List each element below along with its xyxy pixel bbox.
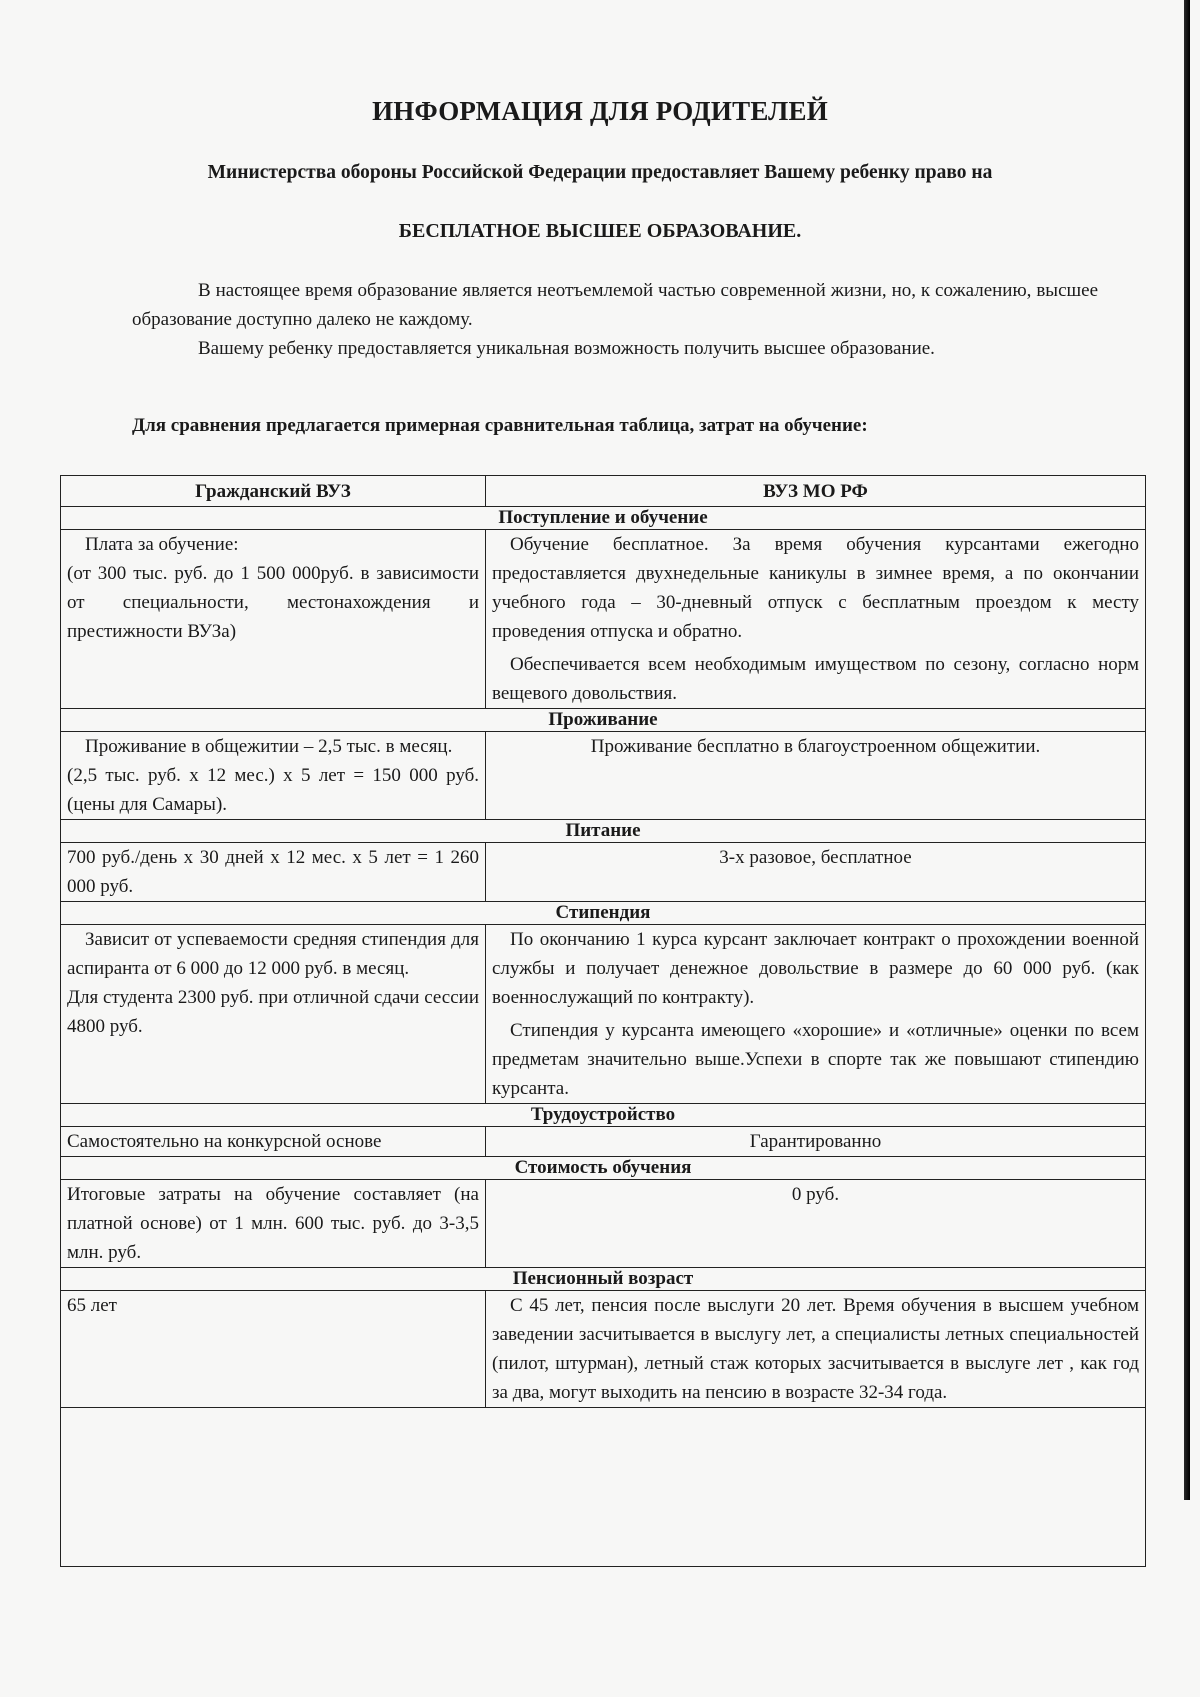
cell-military-housing <box>486 732 1146 820</box>
cell-text: Для студента 2300 руб. при отличной сдачи сессии 4800 руб. <box>67 987 479 1037</box>
section-title-food: Питание <box>61 820 1146 843</box>
cell-civil-stipend <box>61 925 486 1104</box>
cell-military-food <box>486 843 1146 902</box>
intro-paragraph: Вашему ребенку предоставляется уникальная возможность получить высшее образование. <box>198 338 935 359</box>
cell-text: Обучение бесплатное. За время обучения курсантами ежегодно предоставляется двухнедельные каникулы в зимнее время, а по окончании учебного года – 30-дневный отпуск с бесплатным проездом к месту проведения отпуска и обратно. <box>492 534 1139 642</box>
table-row <box>61 843 1146 902</box>
empty-cell <box>61 1408 1146 1567</box>
cell-civil-employment <box>61 1127 486 1157</box>
cell-text: Проживание в общежитии – 2,5 тыс. в месяц. <box>85 736 453 757</box>
cell-military-pension <box>486 1291 1146 1408</box>
comparison-table <box>60 475 1146 1567</box>
table-row <box>61 732 1146 820</box>
section-row <box>61 709 1146 732</box>
cell-text: С 45 лет, пенсия после выслуги 20 лет. Время обучения в высшем учебном заведении засчитывается в выслугу лет, а специалисты летных специальностей (пилот, штурман), летный стаж которых засчитывается в выслуге лет , как год за два, могут выходить на пенсию в возрасте 32-34 года. <box>492 1295 1139 1403</box>
section-title-stipend: Стипендия <box>61 902 1146 925</box>
cell-text: (2,5 тыс. руб. х 12 мес.) х 5 лет = 150 000 руб. (цены для Самары). <box>67 765 479 815</box>
cell-text: Гарантированно <box>749 1131 882 1152</box>
cell-text: Проживание бесплатно в благоустроенном общежитии. <box>590 736 1041 757</box>
table-row <box>61 1291 1146 1408</box>
section-title-housing: Проживание <box>61 709 1146 732</box>
intro-text <box>132 276 1098 363</box>
empty-row <box>61 1408 1146 1567</box>
table-row <box>61 1180 1146 1268</box>
table-header-row <box>61 476 1146 507</box>
section-row <box>61 820 1146 843</box>
section-row <box>61 902 1146 925</box>
cell-military-cost <box>486 1180 1146 1268</box>
cell-military-admission <box>486 530 1146 709</box>
cell-civil-admission <box>61 530 486 709</box>
section-title-cost: Стоимость обучения <box>61 1157 1146 1180</box>
cell-text: Обеспечивается всем необходимым имуществом по сезону, согласно норм вещевого довольствия. <box>492 654 1139 704</box>
section-row <box>61 1268 1146 1291</box>
cell-civil-pension <box>61 1291 486 1408</box>
section-row <box>61 1104 1146 1127</box>
header-military-university: ВУЗ МО РФ <box>486 476 1146 507</box>
cell-text: Плата за обучение: <box>85 534 239 555</box>
table-row <box>61 530 1146 709</box>
section-title-admission: Поступление и обучение <box>61 507 1146 530</box>
section-row <box>61 1157 1146 1180</box>
cell-text: Самостоятельно на конкурсной основе <box>67 1131 382 1152</box>
cell-text: По окончанию 1 курса курсант заключает контракт о прохождении военной службы и получает денежное довольствие в размере до 60 000 руб. (как военнослужащий по контракту). <box>492 929 1139 1008</box>
cell-civil-housing <box>61 732 486 820</box>
table-lead-text: Для сравнения предлагается примерная сравнительная таблица, затрат на обучение: <box>132 415 868 436</box>
cell-civil-cost <box>61 1180 486 1268</box>
section-title-pension: Пенсионный возраст <box>61 1268 1146 1291</box>
cell-text: 0 руб. <box>791 1184 840 1205</box>
cell-text: 700 руб./день х 30 дней х 12 мес. х 5 лет = 1 260 000 руб. <box>67 847 479 897</box>
section-title-employment: Трудоустройство <box>61 1104 1146 1127</box>
cell-military-employment <box>486 1127 1146 1157</box>
section-row <box>61 507 1146 530</box>
cell-military-stipend <box>486 925 1146 1104</box>
cell-text: 65 лет <box>67 1295 117 1316</box>
header-civil-university: Гражданский ВУЗ <box>61 476 486 507</box>
cell-text: (от 300 тыс. руб. до 1 500 000руб. в зависимости от специальности, местонахождения и престижности ВУЗа) <box>67 563 479 642</box>
document-subtitle: Министерства обороны Российской Федерации предоставляет Вашему ребенку право на <box>207 162 993 183</box>
document-subtitle-emphasis: БЕСПЛАТНОЕ ВЫСШЕЕ ОБРАЗОВАНИЕ. <box>398 220 802 242</box>
table-row <box>61 1127 1146 1157</box>
intro-paragraph: В настоящее время образование является неотъемлемой частью современной жизни, но, к сожалению, высшее образование доступно далеко не каждому. <box>132 280 1098 330</box>
document-title: ИНФОРМАЦИЯ ДЛЯ РОДИТЕЛЕЙ <box>372 96 828 126</box>
cell-civil-food <box>61 843 486 902</box>
cell-text: Итоговые затраты на обучение составляет (на платной основе) от 1 млн. 600 тыс. руб. до 3-3,5 млн. руб. <box>67 1184 479 1263</box>
table-row <box>61 925 1146 1104</box>
cell-text: Стипендия у курсанта имеющего «хорошие» и «отличные» оценки по всем предметам значительно выше.Успехи в спорте так же повышают стипендию курсанта. <box>492 1020 1139 1099</box>
cell-text: 3-х разовое, бесплатное <box>719 847 912 868</box>
cell-text: Зависит от успеваемости средняя стипендия для аспиранта от 6 000 до 12 000 руб. в месяц. <box>67 929 479 979</box>
